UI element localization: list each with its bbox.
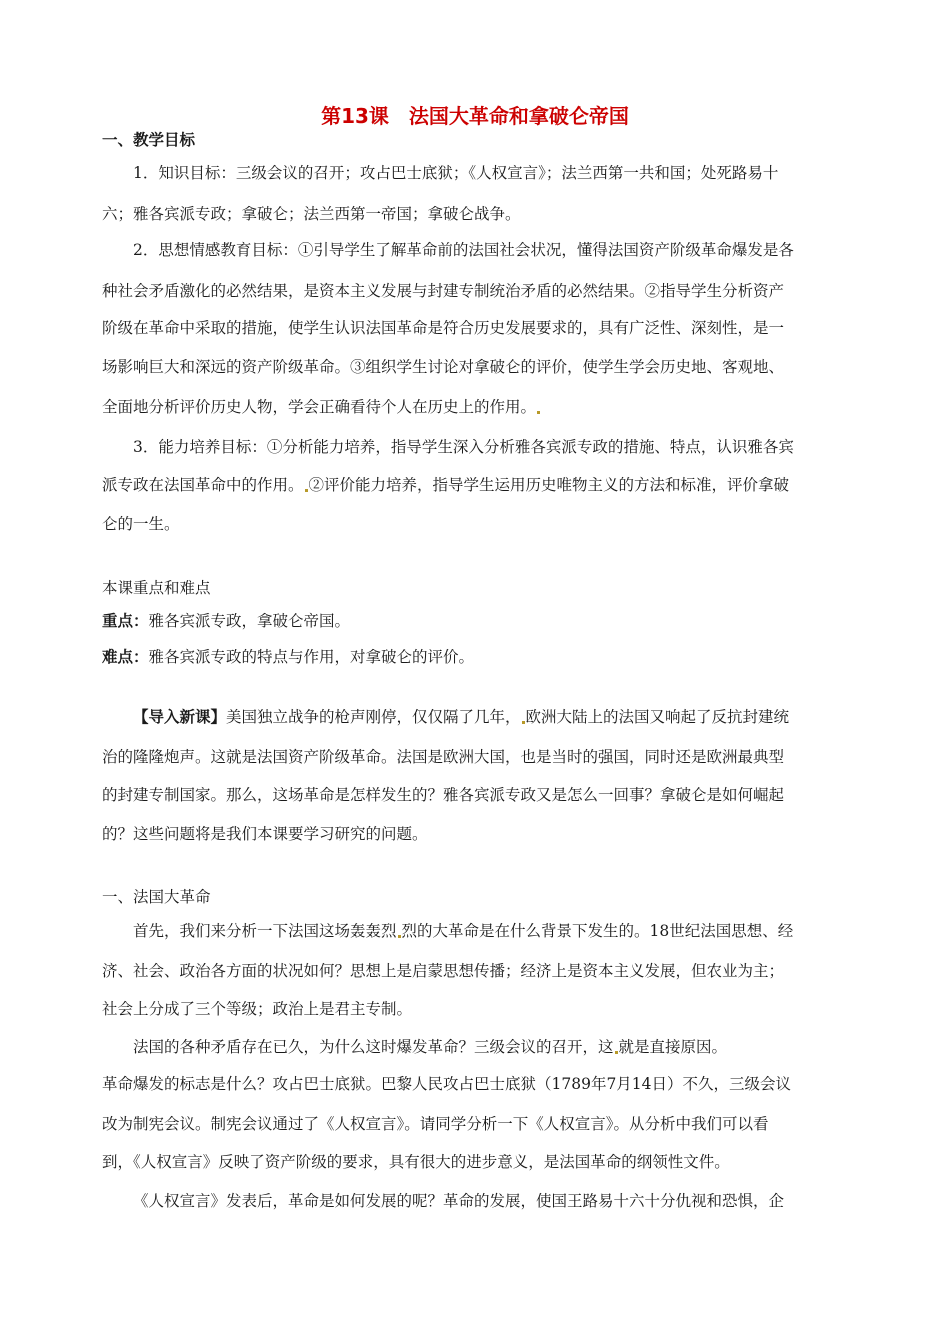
part1-p2: 法国的各种矛盾存在已久，为什么这时爆发革命？三级会议的召开，这 就是直接原因。 (133, 1038, 728, 1056)
ink-dot (398, 935, 401, 938)
goal-2-line-2: 种社会矛盾激化的必然结果，是资本主义发展与封建专制统治矛盾的必然结果。②指导学生分析资产 (102, 282, 785, 300)
part1-heading: 一、法国大革命 (102, 888, 211, 906)
goal-3-line-2: 派专政在法国革命中的作用。 ②评价能力培养，指导学生运用历史唯物主义的方法和标准，评价拿破 (102, 476, 790, 494)
section-heading-goals: 一、教学目标 (102, 131, 196, 149)
page-title: 第13课 法国大革命和拿破仑帝国 (321, 104, 629, 128)
keypoints-heading: 本课重点和难点 (102, 579, 211, 597)
part1-p1-line-2: 济、社会、政治各方面的状况如何？思想上是启蒙思想传播；经济上是资本主义发展，但农业为主； (102, 962, 785, 980)
ink-dot (537, 411, 540, 414)
intro-line-2: 治的隆隆炮声。这就是法国资产阶级革命。法国是欧洲大国，也是当时的强国，同时还是欧洲最典型 (102, 748, 785, 766)
part1-p3-line-3: 到，《人权宣言》反映了资产阶级的要求，具有很大的进步意义，是法国革命的纲领性文件。 (102, 1153, 730, 1171)
part1-p3-line-2: 改为制宪会议。制宪会议通过了《人权宣言》。请同学分析一下《人权宣言》。从分析中我们可以看 (102, 1115, 769, 1133)
ink-dot (615, 1051, 618, 1054)
intro-line-3: 的封建专制国家。那么，这场革命是怎样发生的？雅各宾派专政又是怎么一回事？拿破仑是如何崛起 (102, 786, 785, 804)
goal-1-line-1: 1．知识目标：三级会议的召开；攻占巴士底狱；《人权宣言》；法兰西第一共和国；处死路易十 (133, 164, 779, 182)
intro-line-4: 的？这些问题将是我们本课要学习研究的问题。 (102, 825, 428, 843)
part1-p3-line-1: 革命爆发的标志是什么？攻占巴士底狱。巴黎人民攻占巴士底狱（1789年7月14日）不久，三级会议 (102, 1075, 792, 1093)
part1-p4-line-1: 《人权宣言》发表后，革命是如何发展的呢？革命的发展，使国王路易十六十分仇视和恐惧，企 (133, 1192, 785, 1210)
keypoint-difficulty: 难点：雅各宾派专政的特点与作用，对拿破仑的评价。 (102, 648, 475, 666)
goal-3-line-1: 3．能力培养目标：①分析能力培养，指导学生深入分析雅各宾派专政的措施、特点，认识雅各宾 (133, 438, 794, 456)
goal-2-line-3: 阶级在革命中采取的措施，使学生认识法国革命是符合历史发展要求的，具有广泛性、深刻性，是一 (102, 319, 785, 337)
ink-dot (522, 721, 525, 724)
goal-2-line-1: 2．思想情感教育目标：①引导学生了解革命前的法国社会状况，懂得法国资产阶级革命爆发是各 (133, 241, 794, 259)
goal-3-line-3: 仑的一生。 (102, 515, 180, 533)
part1-p1-line-3: 社会上分成了三个等级；政治上是君主专制。 (102, 1000, 413, 1018)
part1-p1-line-1: 首先，我们来分析一下法国这场轰轰烈 烈的大革命是在什么背景下发生的。18世纪法国思想、经 (133, 922, 794, 940)
goal-2-line-4: 场影响巨大和深远的资产阶级革命。③组织学生讨论对拿破仑的评价，使学生学会历史地、客观地、 (102, 358, 785, 376)
keypoint-focus: 重点：雅各宾派专政，拿破仑帝国。 (102, 612, 351, 630)
ink-dot (305, 489, 308, 492)
goal-2-line-5: 全面地分析评价历史人物，学会正确看待个人在历史上的作用。 (102, 397, 854, 417)
goal-1-line-2: 六；雅各宾派专政；拿破仑；法兰西第一帝国；拿破仑战争。 (102, 205, 521, 223)
intro-line-1: 【导入新课】美国独立战争的枪声刚停，仅仅隔了几年， 欧洲大陆上的法国又响起了反抗封建统 (133, 708, 790, 726)
